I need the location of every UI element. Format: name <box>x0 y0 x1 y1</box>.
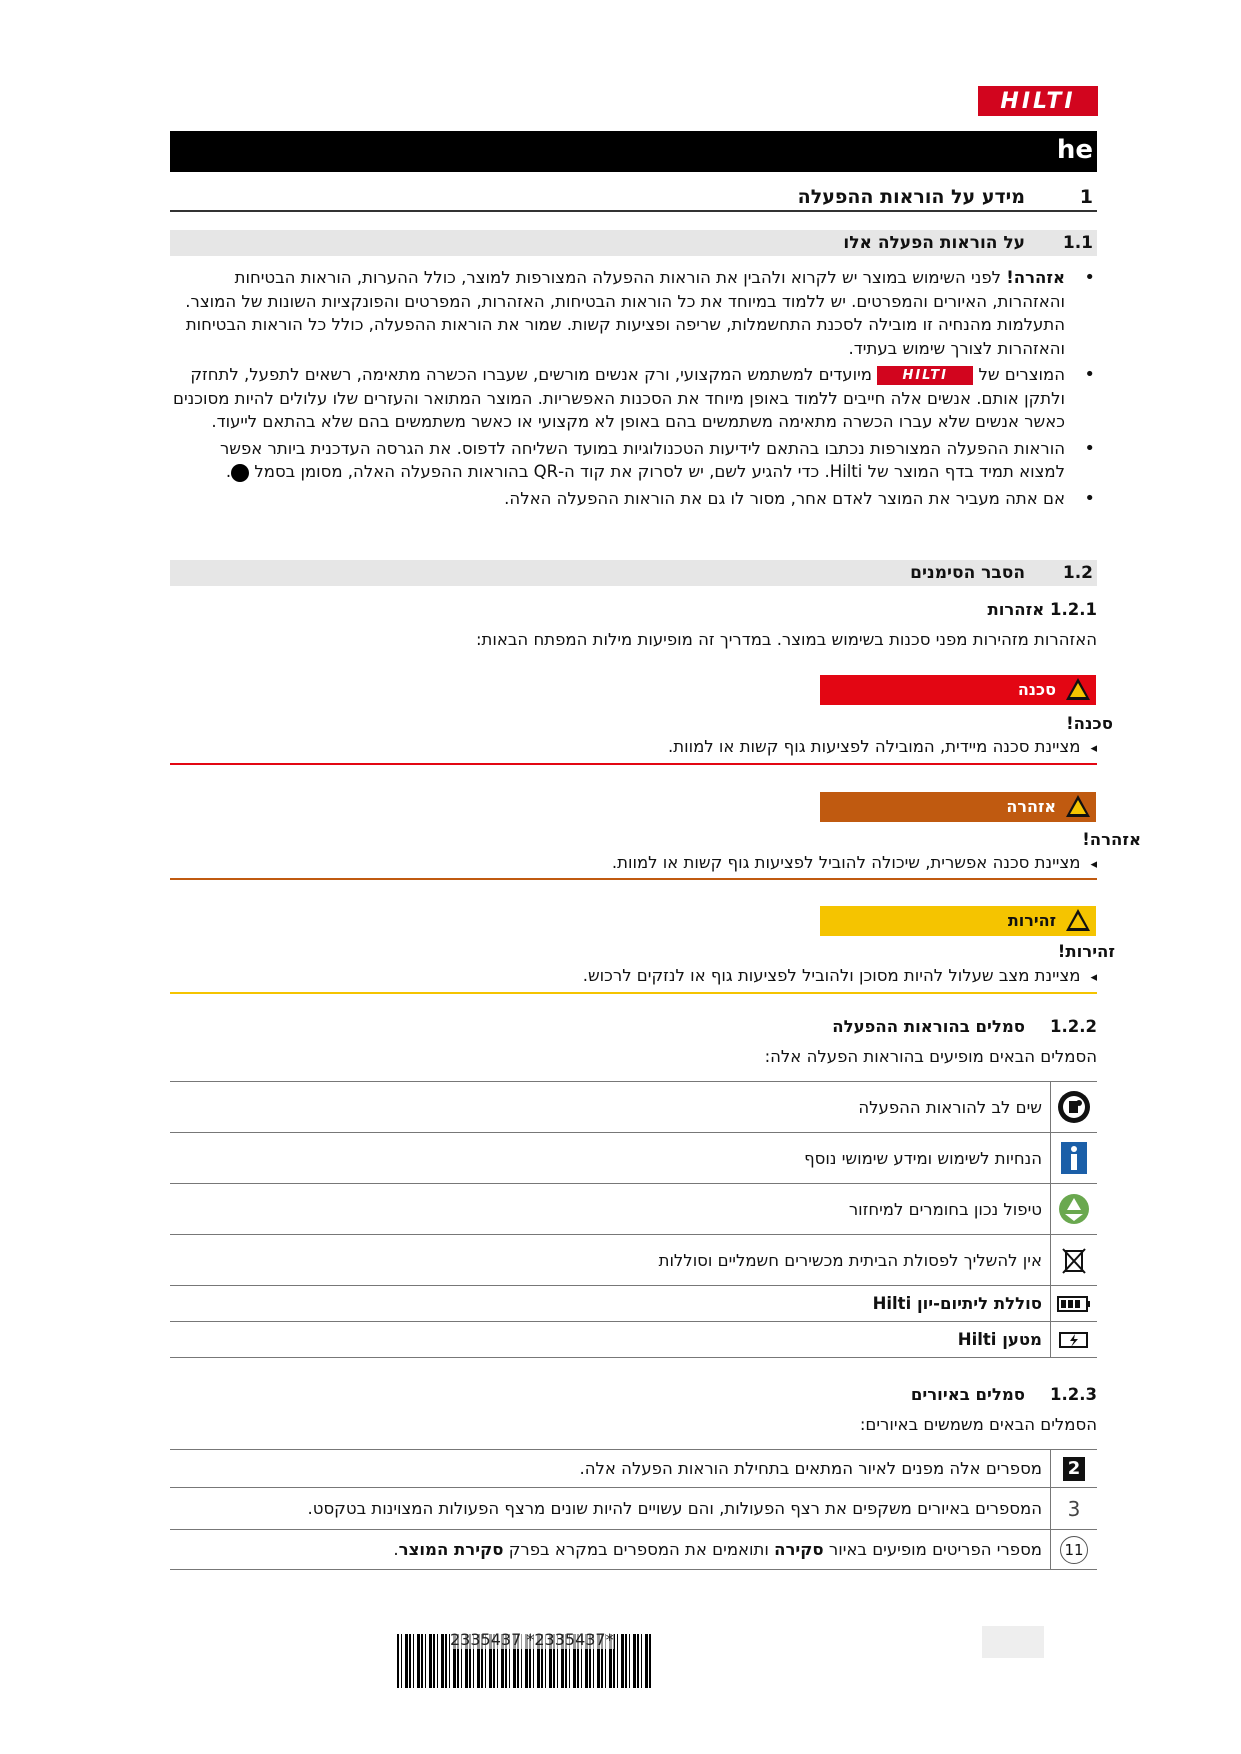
symbols-illustrations-title: סמלים באיורים <box>910 1385 1025 1404</box>
warning-keyword: אזהרה! <box>1006 268 1065 287</box>
bullet-item <box>170 266 1065 360</box>
warning-signal-bar <box>820 792 1096 822</box>
warning-divider <box>170 878 1097 880</box>
step-number-icon: 3 <box>1067 1496 1081 1521</box>
warning-text: ◂ מציינת סכנה אפשרית, שיכולה להוביל לפציעות גוף קשות או למוות. <box>612 853 1097 872</box>
hilti-inline-logo: HILTI <box>877 366 973 385</box>
section-number: 1.2 <box>1062 563 1093 583</box>
language-header-bar <box>170 131 1097 172</box>
table-row <box>170 1450 1097 1488</box>
symbol-description: מספרי הפריטים מופיעים באיור סקירה ותואמים את המספרים במקרא בפרק סקירת המוצר. <box>170 1530 1051 1570</box>
barcode-text: 2335437 *2335437* <box>450 1630 614 1649</box>
read-manual-icon <box>1057 1090 1091 1124</box>
bullet-list <box>170 266 1065 513</box>
table-row <box>170 1235 1097 1286</box>
warning-triangle-icon <box>1066 678 1090 700</box>
section-number: 1 <box>1079 186 1093 208</box>
caution-text: ◂ מציינת מצב שעלול להיות מסוכן ולהוביל לפציעות גוף או לנזקים לרכוש. <box>583 966 1097 985</box>
danger-title: סכנה! <box>1066 714 1113 733</box>
symbol-description: מטען Hilti <box>170 1322 1051 1358</box>
battery-icon <box>1057 1294 1091 1314</box>
charger-icon <box>1057 1330 1091 1350</box>
symbols-manual-title: סמלים בהוראות ההפעלה <box>832 1017 1025 1036</box>
danger-signal-bar <box>820 675 1096 705</box>
table-row <box>170 1322 1097 1358</box>
hilti-logo: HILTI <box>978 86 1098 116</box>
table-row <box>170 1488 1097 1530</box>
warning-title: אזהרה! <box>1082 830 1141 849</box>
bullet-item <box>170 487 1065 511</box>
bullet-text: מיועדים למשתמש המקצועי, ורק אנשים מורשים, שעברו הכשרה מתאימה, רשאים לתפעל, לתחזק ולתקן אותם. אנשים אלה חייבים ללמוד באופן מיוחד את הסכנות האפשריות. המוצר המתואר והעזרים שלו עלולים להיות מסוכנים כאשר אנשים שלא עברו הכשרה מתאימה משתמשים בהם באופן לא מקצועי או כאשר משתמשים בהם שלא בהתאם לייעוד. <box>173 365 1065 431</box>
table-row <box>170 1133 1097 1184</box>
caution-label: זהירות <box>1007 911 1056 930</box>
bullet-text: אם אתה מעביר את המוצר לאדם אחר, מסור לו גם את הוראות ההפעלה האלה. <box>504 488 1065 508</box>
table-row <box>170 1184 1097 1235</box>
bullet-item: • הוראות ההפעלה המצורפות נכתבו בהתאם לידיעות הטכנולוגיות במועד השליחה לדפוס. את הגרסה העדכנית ביותר אפשר למצוא תמיד בדף המוצר של Hilti. כדי להגיע לשם, יש לסרוק את קוד ה-QR בהוראות ההפעלה האלה, מסומן בסמל . <box>170 437 1065 484</box>
page-number-box <box>982 1626 1044 1658</box>
caution-divider <box>170 992 1097 994</box>
symbol-description: מספרים אלה מפנים לאיור המתאים בתחילת הוראות הפעלה אלה. <box>170 1450 1051 1488</box>
table-row <box>170 1530 1097 1570</box>
bullet-text: לפני השימוש במוצר יש לקרוא ולהבין את הוראות ההפעלה המצורפות למוצר, כולל ההערות, הוראות הבטיחות והאזהרות, האיורים והמפרטים. יש ללמוד במיוחד את כל הוראות הבטיחות, האזהרות, המפרטים והפונקציות השונות של המוצר. התעלמות מהנחיה זו מובילה לסכנת התחשמלות, שריפה ופציעות קשות. שמור את הוראות ההפעלה, כולל כל הוראות הבטיחות והאזהרות לצורך שימוש בעתיד. <box>185 268 1065 358</box>
symbol-description: טיפול נכון בחומרים למיחזור <box>170 1184 1051 1235</box>
bullet-item <box>170 363 1065 434</box>
section-title: על הוראות הפעלה אלו <box>843 233 1025 253</box>
bullet-text: הוראות ההפעלה המצורפות נכתבו בהתאם לידיעות הטכנולוגיות במועד השליחה לדפוס. את הגרסה העדכנית ביותר אפשר למצוא תמיד בדף המוצר של Hilti. כדי להגיע לשם, יש לסרוק את קוד ה-QR בהוראות ההפעלה האלה, מסומן בסמל <box>219 438 1065 481</box>
section-number: 1.1 <box>1062 233 1093 253</box>
danger-label: סכנה <box>1017 680 1056 699</box>
bullet-text-prefix: המוצרים של <box>973 365 1065 384</box>
symbols-illustrations-intro: הסמלים הבאים משמשים באיורים: <box>859 1415 1097 1434</box>
symbols-manual-number: 1.2.2 <box>1050 1017 1097 1036</box>
item-number-icon: 11 <box>1060 1536 1088 1564</box>
table-row <box>170 1082 1097 1133</box>
read-manual-icon <box>231 464 249 482</box>
symbols-manual-table <box>170 1081 1097 1358</box>
section-1-1-heading <box>170 230 1097 256</box>
danger-text: ◂ מציינת סכנה מיידית, המובילה לפציעות גוף קשות או למוות. <box>668 737 1097 756</box>
symbol-description: המספרים באיורים משקפים את רצף הפעולות, והם עשויים להיות שונים מרצף הפעולות המצוינות בטקסט. <box>170 1488 1051 1530</box>
section-title: הסבר הסימנים <box>910 563 1025 583</box>
caution-signal-bar <box>820 906 1096 936</box>
symbols-manual-intro: הסמלים הבאים מופיעים בהוראות הפעלה אלה: <box>764 1047 1097 1066</box>
warnings-heading: 1.2.1 אזהרות <box>987 600 1097 619</box>
table-row <box>170 1286 1097 1322</box>
symbol-description: סוללת ליתיום-יון Hilti <box>170 1286 1051 1322</box>
info-icon <box>1057 1141 1091 1175</box>
symbol-description: הנחיות לשימוש ומידע שימושי נוסף <box>170 1133 1051 1184</box>
section-1-2-heading <box>170 560 1097 586</box>
section-1-heading <box>170 186 1097 212</box>
warning-triangle-icon <box>1066 795 1090 817</box>
danger-divider <box>170 763 1097 765</box>
symbols-illustrations-number: 1.2.3 <box>1050 1385 1097 1404</box>
recycle-icon <box>1057 1192 1091 1226</box>
symbol-description: שים לב להוראות ההפעלה <box>170 1082 1051 1133</box>
warning-label: אזהרה <box>1006 797 1056 816</box>
warning-triangle-icon <box>1066 909 1090 931</box>
figure-number-icon: 2 <box>1063 1457 1085 1481</box>
language-code: he <box>1056 135 1093 165</box>
symbols-illustrations-table <box>170 1449 1097 1570</box>
symbol-description: אין להשליך לפסולת הביתית מכשירים חשמליים וסוללות <box>170 1235 1051 1286</box>
section-title: מידע על הוראות ההפעלה <box>797 186 1025 208</box>
warnings-intro: האזהרות מזהירות מפני סכנות בשימוש במוצר. במדריך זה מופיעות מילות המפתח הבאות: <box>475 630 1097 649</box>
caution-title: זהירות! <box>1057 942 1115 961</box>
crossed-bin-icon <box>1057 1243 1091 1277</box>
